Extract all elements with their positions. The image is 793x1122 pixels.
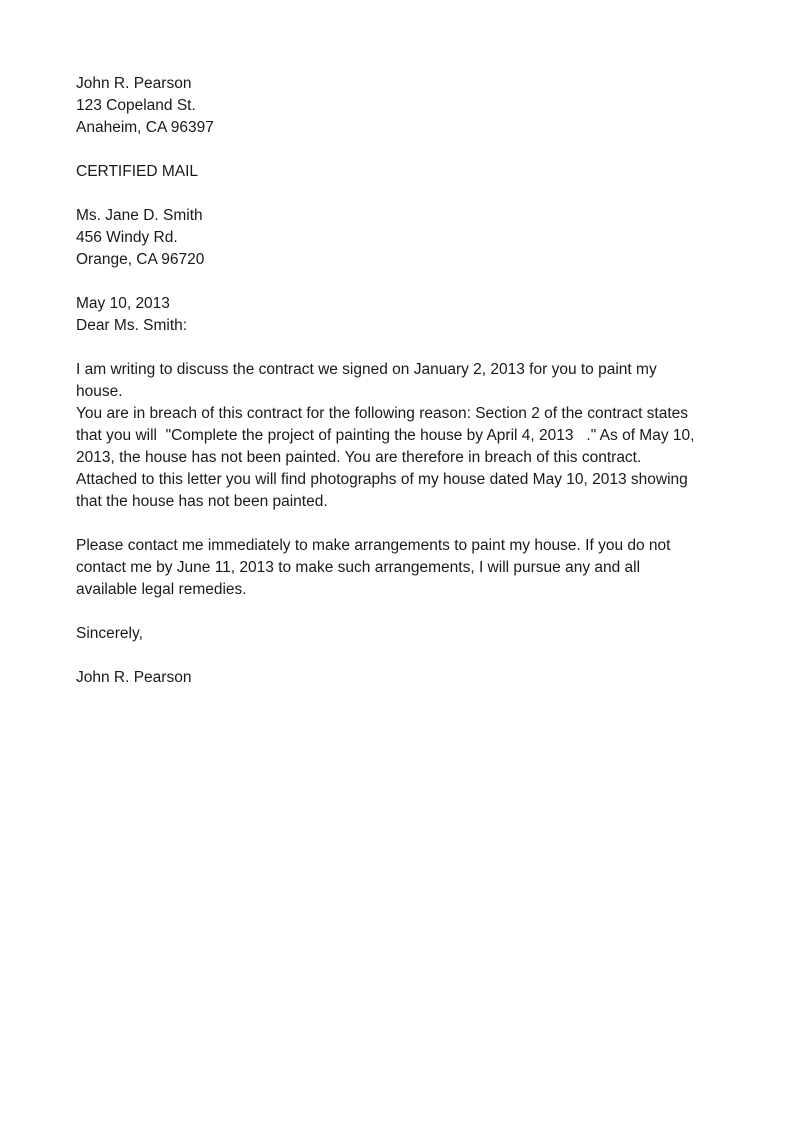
spacer (76, 337, 676, 359)
recipient-city-state-zip: Orange, CA 96720 (76, 251, 205, 268)
body-line: that you will "Complete the project of painting the house by April 4, 2013 ." As of May 10, (76, 427, 695, 444)
spacer (76, 601, 676, 623)
sender-address (76, 73, 676, 139)
body-line: house. (76, 383, 123, 400)
recipient-address (76, 205, 676, 271)
body-line: available legal remedies. (76, 581, 247, 598)
spacer (76, 645, 676, 667)
spacer (76, 139, 676, 161)
sender-street: 123 Copeland St. (76, 97, 196, 114)
closing: Sincerely, (76, 625, 143, 642)
signature-name: John R. Pearson (76, 669, 192, 686)
body-line: that the house has not been painted. (76, 493, 328, 510)
delivery-method: CERTIFIED MAIL (76, 163, 199, 180)
letter-content (76, 73, 695, 689)
spacer (76, 183, 676, 205)
body-line: contact me by June 11, 2013 to make such arrangements, I will pursue any and all (76, 559, 641, 576)
body-paragraph-2 (76, 535, 676, 601)
sender-name: John R. Pearson (76, 75, 192, 92)
spacer (76, 513, 676, 535)
body-line: 2013, the house has not been painted. You are therefore in breach of this contract. (76, 449, 642, 466)
recipient-name: Ms. Jane D. Smith (76, 207, 203, 224)
body-line: Please contact me immediately to make arrangements to paint my house. If you do not (76, 537, 671, 554)
body-line: I am writing to discuss the contract we signed on January 2, 2013 for you to paint my (76, 361, 657, 378)
body-line: Attached to this letter you will find photographs of my house dated May 10, 2013 showing (76, 471, 688, 488)
letter-date: May 10, 2013 (76, 295, 170, 312)
recipient-street: 456 Windy Rd. (76, 229, 178, 246)
body-line: You are in breach of this contract for the following reason: Section 2 of the contract states (76, 405, 689, 422)
body-paragraph-1 (76, 359, 695, 513)
salutation: Dear Ms. Smith: (76, 317, 188, 334)
sender-city-state-zip: Anaheim, CA 96397 (76, 119, 214, 136)
spacer (76, 271, 676, 293)
